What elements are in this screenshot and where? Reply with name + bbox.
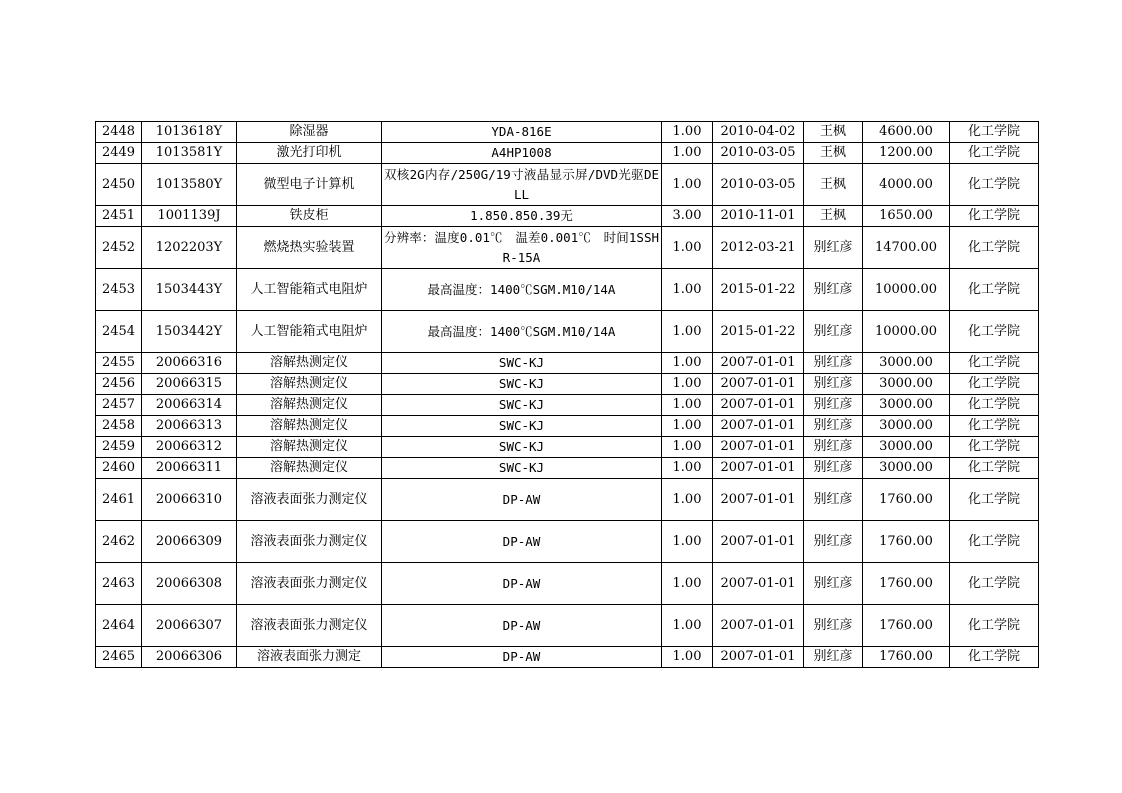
- purchase-date-cell: 2010-04-02: [713, 122, 804, 143]
- purchase-date-cell: 2007-01-01: [713, 416, 804, 437]
- equipment-name-cell: 溶解热测定仪: [237, 458, 382, 479]
- equipment-name-cell: 铁皮柜: [237, 206, 382, 227]
- custodian-cell: 别红彦: [804, 227, 863, 269]
- model-spec-cell: DP-AW: [382, 647, 662, 668]
- row-number-cell: 2464: [96, 605, 142, 647]
- quantity-cell: 1.00: [662, 416, 713, 437]
- unit-price-cell: 1760.00: [863, 521, 950, 563]
- unit-price-cell: 10000.00: [863, 311, 950, 353]
- custodian-cell: 别红彦: [804, 374, 863, 395]
- model-spec-cell: SWC-KJ: [382, 353, 662, 374]
- quantity-cell: 1.00: [662, 164, 713, 206]
- department-cell: 化工学院: [950, 458, 1039, 479]
- unit-price-cell: 3000.00: [863, 416, 950, 437]
- custodian-cell: 别红彦: [804, 416, 863, 437]
- asset-code-cell: 1013580Y: [142, 164, 237, 206]
- row-number-cell: 2462: [96, 521, 142, 563]
- model-spec-cell: SWC-KJ: [382, 458, 662, 479]
- custodian-cell: 别红彦: [804, 563, 863, 605]
- table-row: [96, 395, 1039, 416]
- row-number-cell: 2449: [96, 143, 142, 164]
- unit-price-cell: 4000.00: [863, 164, 950, 206]
- equipment-name-cell: 溶解热测定仪: [237, 416, 382, 437]
- department-cell: 化工学院: [950, 437, 1039, 458]
- row-number-cell: 2454: [96, 311, 142, 353]
- table-row: [96, 227, 1039, 269]
- asset-code-cell: 1503442Y: [142, 311, 237, 353]
- asset-code-cell: 20066310: [142, 479, 237, 521]
- table-row: [96, 206, 1039, 227]
- asset-code-cell: 20066315: [142, 374, 237, 395]
- department-cell: 化工学院: [950, 227, 1039, 269]
- quantity-cell: 3.00: [662, 206, 713, 227]
- table-row: [96, 269, 1039, 311]
- department-cell: 化工学院: [950, 479, 1039, 521]
- quantity-cell: 1.00: [662, 479, 713, 521]
- department-cell: 化工学院: [950, 647, 1039, 668]
- model-spec-cell: DP-AW: [382, 479, 662, 521]
- purchase-date-cell: 2007-01-01: [713, 647, 804, 668]
- row-number-cell: 2451: [96, 206, 142, 227]
- row-number-cell: 2457: [96, 395, 142, 416]
- model-spec-cell: 双核2G内存/250G/19寸液晶显示屏/DVD光驱DELL: [382, 164, 662, 206]
- unit-price-cell: 1200.00: [863, 143, 950, 164]
- row-number-cell: 2459: [96, 437, 142, 458]
- purchase-date-cell: 2015-01-22: [713, 269, 804, 311]
- unit-price-cell: 1760.00: [863, 563, 950, 605]
- custodian-cell: 别红彦: [804, 395, 863, 416]
- model-spec-cell: 1.850.850.39无: [382, 206, 662, 227]
- quantity-cell: 1.00: [662, 437, 713, 458]
- purchase-date-cell: 2007-01-01: [713, 458, 804, 479]
- purchase-date-cell: 2007-01-01: [713, 605, 804, 647]
- row-number-cell: 2455: [96, 353, 142, 374]
- equipment-name-cell: 微型电子计算机: [237, 164, 382, 206]
- equipment-name-cell: 溶液表面张力测定仪: [237, 563, 382, 605]
- purchase-date-cell: 2007-01-01: [713, 479, 804, 521]
- model-spec-cell: 最高温度：1400℃SGM.M10/14A: [382, 311, 662, 353]
- department-cell: 化工学院: [950, 605, 1039, 647]
- custodian-cell: 别红彦: [804, 479, 863, 521]
- quantity-cell: 1.00: [662, 227, 713, 269]
- row-number-cell: 2450: [96, 164, 142, 206]
- equipment-name-cell: 溶液表面张力测定仪: [237, 521, 382, 563]
- quantity-cell: 1.00: [662, 353, 713, 374]
- model-spec-cell: DP-AW: [382, 521, 662, 563]
- table-row: [96, 122, 1039, 143]
- unit-price-cell: 1760.00: [863, 647, 950, 668]
- custodian-cell: 王枫: [804, 122, 863, 143]
- unit-price-cell: 3000.00: [863, 353, 950, 374]
- equipment-name-cell: 溶液表面张力测定: [237, 647, 382, 668]
- department-cell: 化工学院: [950, 164, 1039, 206]
- custodian-cell: 别红彦: [804, 311, 863, 353]
- purchase-date-cell: 2010-03-05: [713, 164, 804, 206]
- asset-code-cell: 1013581Y: [142, 143, 237, 164]
- equipment-name-cell: 溶液表面张力测定仪: [237, 605, 382, 647]
- quantity-cell: 1.00: [662, 458, 713, 479]
- purchase-date-cell: 2010-03-05: [713, 143, 804, 164]
- department-cell: 化工学院: [950, 374, 1039, 395]
- unit-price-cell: 1760.00: [863, 605, 950, 647]
- custodian-cell: 别红彦: [804, 458, 863, 479]
- department-cell: 化工学院: [950, 395, 1039, 416]
- table-row: [96, 458, 1039, 479]
- model-spec-cell: YDA-816E: [382, 122, 662, 143]
- table-body: [96, 122, 1039, 668]
- asset-code-cell: 1013618Y: [142, 122, 237, 143]
- quantity-cell: 1.00: [662, 374, 713, 395]
- table-row: [96, 647, 1039, 668]
- table-row: [96, 164, 1039, 206]
- department-cell: 化工学院: [950, 416, 1039, 437]
- equipment-name-cell: 人工智能箱式电阻炉: [237, 269, 382, 311]
- model-spec-cell: SWC-KJ: [382, 416, 662, 437]
- custodian-cell: 别红彦: [804, 647, 863, 668]
- quantity-cell: 1.00: [662, 269, 713, 311]
- purchase-date-cell: 2007-01-01: [713, 521, 804, 563]
- department-cell: 化工学院: [950, 122, 1039, 143]
- department-cell: 化工学院: [950, 269, 1039, 311]
- department-cell: 化工学院: [950, 311, 1039, 353]
- quantity-cell: 1.00: [662, 143, 713, 164]
- custodian-cell: 王枫: [804, 206, 863, 227]
- asset-code-cell: 20066309: [142, 521, 237, 563]
- row-number-cell: 2458: [96, 416, 142, 437]
- purchase-date-cell: 2012-03-21: [713, 227, 804, 269]
- purchase-date-cell: 2007-01-01: [713, 353, 804, 374]
- quantity-cell: 1.00: [662, 521, 713, 563]
- equipment-name-cell: 溶液表面张力测定仪: [237, 479, 382, 521]
- row-number-cell: 2465: [96, 647, 142, 668]
- unit-price-cell: 3000.00: [863, 374, 950, 395]
- custodian-cell: 王枫: [804, 143, 863, 164]
- row-number-cell: 2456: [96, 374, 142, 395]
- row-number-cell: 2448: [96, 122, 142, 143]
- quantity-cell: 1.00: [662, 647, 713, 668]
- table-row: [96, 563, 1039, 605]
- model-spec-cell: DP-AW: [382, 605, 662, 647]
- table-row: [96, 605, 1039, 647]
- asset-code-cell: 20066306: [142, 647, 237, 668]
- model-spec-cell: 分辨率：温度0.01℃ 温差0.001℃ 时间1SSHR-15A: [382, 227, 662, 269]
- row-number-cell: 2461: [96, 479, 142, 521]
- table-row: [96, 311, 1039, 353]
- table-row: [96, 353, 1039, 374]
- department-cell: 化工学院: [950, 521, 1039, 563]
- unit-price-cell: 10000.00: [863, 269, 950, 311]
- unit-price-cell: 3000.00: [863, 395, 950, 416]
- custodian-cell: 别红彦: [804, 353, 863, 374]
- equipment-name-cell: 溶解热测定仪: [237, 374, 382, 395]
- table-row: [96, 437, 1039, 458]
- row-number-cell: 2460: [96, 458, 142, 479]
- table-row: [96, 479, 1039, 521]
- asset-code-cell: 1202203Y: [142, 227, 237, 269]
- department-cell: 化工学院: [950, 563, 1039, 605]
- unit-price-cell: 4600.00: [863, 122, 950, 143]
- row-number-cell: 2452: [96, 227, 142, 269]
- asset-code-cell: 1503443Y: [142, 269, 237, 311]
- unit-price-cell: 14700.00: [863, 227, 950, 269]
- table-row: [96, 416, 1039, 437]
- unit-price-cell: 1650.00: [863, 206, 950, 227]
- purchase-date-cell: 2007-01-01: [713, 374, 804, 395]
- department-cell: 化工学院: [950, 353, 1039, 374]
- custodian-cell: 别红彦: [804, 605, 863, 647]
- unit-price-cell: 3000.00: [863, 458, 950, 479]
- custodian-cell: 王枫: [804, 164, 863, 206]
- model-spec-cell: SWC-KJ: [382, 374, 662, 395]
- quantity-cell: 1.00: [662, 395, 713, 416]
- asset-code-cell: 20066316: [142, 353, 237, 374]
- purchase-date-cell: 2015-01-22: [713, 311, 804, 353]
- model-spec-cell: A4HP1008: [382, 143, 662, 164]
- purchase-date-cell: 2007-01-01: [713, 563, 804, 605]
- quantity-cell: 1.00: [662, 605, 713, 647]
- asset-code-cell: 20066312: [142, 437, 237, 458]
- asset-code-cell: 20066308: [142, 563, 237, 605]
- equipment-name-cell: 溶解热测定仪: [237, 353, 382, 374]
- purchase-date-cell: 2007-01-01: [713, 437, 804, 458]
- row-number-cell: 2463: [96, 563, 142, 605]
- custodian-cell: 别红彦: [804, 269, 863, 311]
- model-spec-cell: 最高温度：1400℃SGM.M10/14A: [382, 269, 662, 311]
- equipment-name-cell: 除湿器: [237, 122, 382, 143]
- asset-code-cell: 20066311: [142, 458, 237, 479]
- model-spec-cell: SWC-KJ: [382, 395, 662, 416]
- quantity-cell: 1.00: [662, 311, 713, 353]
- asset-code-cell: 1001139J: [142, 206, 237, 227]
- asset-code-cell: 20066307: [142, 605, 237, 647]
- asset-code-cell: 20066313: [142, 416, 237, 437]
- equipment-name-cell: 燃烧热实验装置: [237, 227, 382, 269]
- unit-price-cell: 3000.00: [863, 437, 950, 458]
- table-row: [96, 374, 1039, 395]
- unit-price-cell: 1760.00: [863, 479, 950, 521]
- quantity-cell: 1.00: [662, 563, 713, 605]
- equipment-inventory-table: [95, 121, 1039, 668]
- equipment-name-cell: 激光打印机: [237, 143, 382, 164]
- quantity-cell: 1.00: [662, 122, 713, 143]
- model-spec-cell: SWC-KJ: [382, 437, 662, 458]
- equipment-name-cell: 人工智能箱式电阻炉: [237, 311, 382, 353]
- department-cell: 化工学院: [950, 143, 1039, 164]
- department-cell: 化工学院: [950, 206, 1039, 227]
- custodian-cell: 别红彦: [804, 437, 863, 458]
- table-row: [96, 143, 1039, 164]
- table-row: [96, 521, 1039, 563]
- purchase-date-cell: 2010-11-01: [713, 206, 804, 227]
- custodian-cell: 别红彦: [804, 521, 863, 563]
- row-number-cell: 2453: [96, 269, 142, 311]
- equipment-name-cell: 溶解热测定仪: [237, 437, 382, 458]
- asset-code-cell: 20066314: [142, 395, 237, 416]
- model-spec-cell: DP-AW: [382, 563, 662, 605]
- purchase-date-cell: 2007-01-01: [713, 395, 804, 416]
- equipment-name-cell: 溶解热测定仪: [237, 395, 382, 416]
